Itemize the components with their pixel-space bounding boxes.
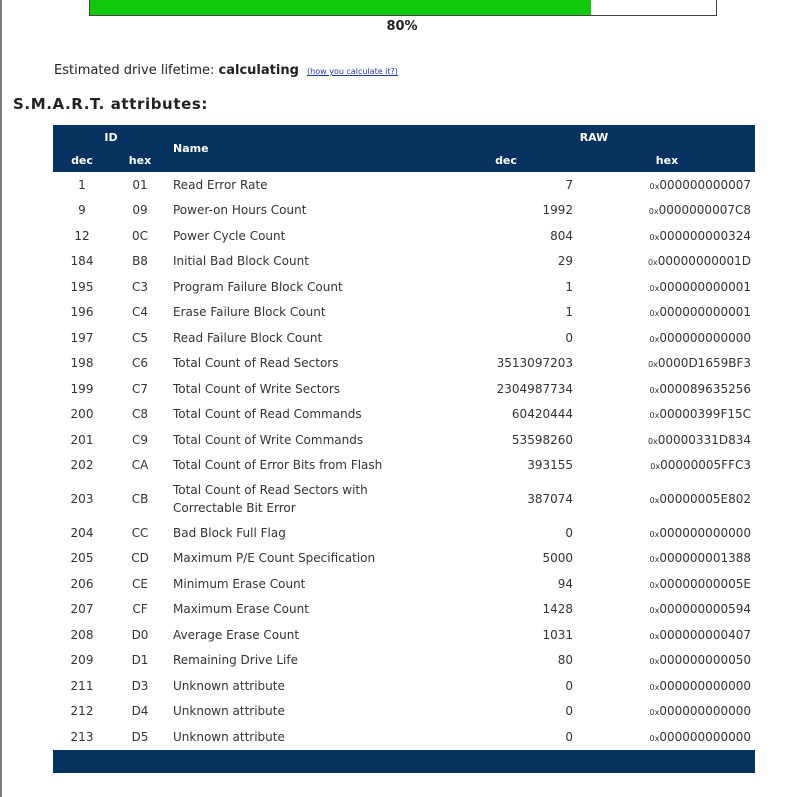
attr-id-hex: D5 — [131, 729, 149, 744]
attr-id-hex: 01 — [132, 177, 148, 192]
attr-name: Read Error Rate — [173, 177, 268, 192]
hex-prefix: 0x — [647, 436, 658, 446]
attr-id-dec: 200 — [70, 407, 94, 422]
hex-prefix: 0x — [649, 606, 660, 616]
table-row — [53, 351, 755, 377]
table-row — [53, 402, 755, 428]
table-row — [53, 648, 755, 674]
attr-id-hex: C8 — [131, 407, 148, 422]
raw-hex — [579, 198, 755, 224]
attr-name: Total Count of Write Commands — [173, 432, 364, 447]
hex-value: 00000000005E — [659, 576, 751, 591]
attr-name: Total Count of Error Bits from Flash — [173, 458, 383, 473]
hex-value: 00000399F15C — [659, 407, 751, 422]
hex-prefix: 0x — [650, 462, 661, 472]
raw-hex — [579, 274, 755, 300]
raw-hex — [579, 699, 755, 725]
attr-name: Maximum P/E Count Specification — [173, 551, 376, 566]
attr-id-hex: C7 — [131, 381, 148, 396]
table-row — [53, 274, 755, 300]
attr-name: Program Failure Block Count — [173, 279, 343, 294]
raw-hex — [579, 673, 755, 699]
table-row — [53, 172, 755, 198]
raw-dec: 29 — [557, 254, 573, 269]
raw-hex — [579, 427, 755, 453]
hex-value: 000000000000 — [659, 678, 751, 693]
table-row — [53, 546, 755, 572]
table-row — [53, 699, 755, 725]
header-raw-dec: dec — [433, 149, 579, 172]
hex-prefix: 0x — [647, 258, 658, 268]
attr-id-dec: 184 — [70, 254, 94, 269]
raw-hex — [579, 351, 755, 377]
attr-name: Unknown attribute — [173, 678, 285, 693]
hex-prefix: 0x — [649, 580, 660, 590]
attr-id-hex: C9 — [131, 432, 148, 447]
raw-hex — [579, 325, 755, 351]
attr-name: Total Count of Read Sectors with Correctable Bit Error — [173, 483, 368, 515]
hex-prefix: 0x — [648, 207, 659, 217]
lifetime-value: calculating — [218, 63, 299, 78]
raw-dec: 0 — [565, 678, 573, 693]
table-row — [53, 376, 755, 402]
table-row — [53, 478, 755, 520]
raw-dec: 7 — [565, 177, 573, 192]
attr-name: Power-on Hours Count — [173, 203, 307, 218]
hex-prefix: 0x — [649, 334, 660, 344]
hex-value: 000000000001 — [659, 305, 751, 320]
attr-name: Total Count of Read Sectors — [173, 356, 339, 371]
progress-fill — [90, 0, 591, 15]
raw-hex — [579, 724, 755, 750]
attr-id-dec: 207 — [70, 602, 94, 617]
header-id-hex: hex — [111, 149, 169, 172]
attr-id-hex: 09 — [132, 203, 148, 218]
raw-hex — [579, 520, 755, 546]
raw-dec: 393155 — [527, 458, 573, 473]
attr-name: Bad Block Full Flag — [173, 525, 286, 540]
table-footer — [53, 750, 755, 773]
raw-dec: 0 — [565, 729, 573, 744]
attr-id-hex: B8 — [132, 254, 148, 269]
hex-value: 000000000000 — [659, 729, 751, 744]
section-title: S.M.A.R.T. attributes: — [13, 95, 209, 113]
hex-prefix: 0x — [649, 682, 660, 692]
attr-id-dec: 199 — [70, 381, 94, 396]
hex-prefix: 0x — [649, 411, 660, 421]
raw-hex — [579, 648, 755, 674]
hex-value: 00000000001D — [657, 254, 751, 269]
hex-value: 000000000001 — [659, 279, 751, 294]
hex-value: 0000000007C8 — [658, 203, 751, 218]
table-row — [53, 427, 755, 453]
table-row — [53, 453, 755, 479]
raw-dec: 53598260 — [511, 432, 573, 447]
raw-dec: 1992 — [542, 203, 573, 218]
raw-hex — [579, 249, 755, 275]
attr-name: Unknown attribute — [173, 704, 285, 719]
attr-name: Unknown attribute — [173, 729, 285, 744]
hex-prefix: 0x — [648, 360, 658, 370]
raw-hex — [579, 402, 755, 428]
attr-id-dec: 205 — [70, 551, 94, 566]
attr-id-dec: 9 — [78, 203, 86, 218]
attr-id-dec: 203 — [70, 492, 94, 506]
raw-hex — [579, 622, 755, 648]
hex-value: 000000000000 — [659, 704, 751, 719]
attr-name: Remaining Drive Life — [173, 653, 298, 668]
progress-label: 80% — [386, 19, 418, 34]
raw-dec: 5000 — [542, 551, 573, 566]
hex-value: 000000001388 — [659, 551, 751, 566]
raw-dec: 94 — [557, 576, 573, 591]
hex-prefix: 0x — [649, 309, 660, 319]
hex-prefix: 0x — [649, 496, 660, 505]
hex-prefix: 0x — [649, 385, 660, 395]
hex-prefix: 0x — [649, 733, 660, 743]
attr-name: Read Failure Block Count — [173, 330, 323, 345]
how-calculate-link[interactable]: (how you calculate it?) — [307, 67, 398, 76]
hex-value: 00000331D834 — [657, 432, 751, 447]
raw-hex — [579, 223, 755, 249]
attr-id-dec: 209 — [70, 653, 94, 668]
raw-dec: 387074 — [527, 492, 573, 506]
table-row — [53, 724, 755, 750]
attr-name: Initial Bad Block Count — [173, 254, 309, 269]
attr-id-dec: 1 — [78, 177, 86, 192]
attr-id-hex: CE — [132, 576, 148, 591]
attr-id-hex: 0C — [131, 228, 148, 243]
table-row — [53, 300, 755, 326]
table-row — [53, 673, 755, 699]
table-row — [53, 597, 755, 623]
header-id: ID — [53, 125, 169, 149]
hex-value: 000000000007 — [659, 177, 751, 192]
table-row — [53, 249, 755, 275]
hex-value: 000089635256 — [659, 381, 751, 396]
attr-name: Average Erase Count — [173, 627, 300, 642]
table-row — [53, 325, 755, 351]
hex-value: 0000D1659BF3 — [657, 356, 751, 371]
attr-name: Total Count of Read Commands — [173, 407, 362, 422]
drive-life-progress-bar — [89, 0, 717, 16]
table-row — [53, 223, 755, 249]
raw-hex — [579, 478, 755, 520]
table-row — [53, 622, 755, 648]
estimated-lifetime — [54, 63, 398, 78]
raw-dec: 1031 — [542, 627, 573, 642]
page-left-border — [0, 0, 2, 797]
attr-id-hex: D3 — [131, 678, 149, 693]
attr-id-dec: 198 — [70, 356, 94, 371]
attr-id-hex: C4 — [131, 305, 148, 320]
hex-value: 000000000407 — [659, 627, 751, 642]
attr-id-hex: D4 — [131, 704, 149, 719]
raw-hex — [579, 376, 755, 402]
attr-id-hex: CD — [131, 551, 149, 566]
attr-id-dec: 211 — [70, 678, 94, 693]
header-raw: RAW — [433, 125, 755, 149]
raw-hex — [579, 571, 755, 597]
raw-hex — [579, 453, 755, 479]
raw-dec: 80 — [557, 653, 573, 668]
raw-dec: 0 — [565, 330, 573, 345]
attr-name: Minimum Erase Count — [173, 576, 306, 591]
attr-id-dec: 204 — [70, 525, 94, 540]
raw-dec: 804 — [550, 228, 573, 243]
hex-prefix: 0x — [649, 708, 660, 718]
hex-prefix: 0x — [649, 631, 660, 641]
hex-value: 000000000594 — [659, 602, 751, 617]
raw-dec: 1428 — [542, 602, 573, 617]
attr-id-dec: 208 — [70, 627, 94, 642]
header-raw-hex: hex — [579, 149, 755, 172]
attr-id-hex: C3 — [131, 279, 148, 294]
table-row — [53, 198, 755, 224]
attr-id-dec: 196 — [70, 305, 94, 320]
attr-name: Power Cycle Count — [173, 228, 286, 243]
hex-prefix: 0x — [649, 529, 660, 539]
attr-id-dec: 202 — [70, 458, 94, 473]
raw-dec: 1 — [565, 279, 573, 294]
attr-id-dec: 213 — [70, 729, 94, 744]
hex-prefix: 0x — [649, 657, 660, 667]
hex-value: 00000005E802 — [659, 492, 751, 506]
table-row — [53, 520, 755, 546]
raw-hex — [579, 597, 755, 623]
hex-value: 000000000050 — [659, 653, 751, 668]
attr-id-hex: CB — [131, 492, 149, 506]
raw-hex — [579, 172, 755, 198]
smart-attributes-table — [53, 125, 755, 773]
attr-id-dec: 201 — [70, 432, 94, 447]
raw-dec: 1 — [565, 305, 573, 320]
hex-value: 000000000324 — [659, 228, 751, 243]
attr-id-dec: 206 — [70, 576, 94, 591]
attr-id-hex: CF — [132, 602, 148, 617]
attr-id-hex: C5 — [131, 330, 148, 345]
attr-id-dec: 195 — [70, 279, 94, 294]
attr-id-hex: D0 — [131, 627, 149, 642]
lifetime-label: Estimated drive lifetime: — [54, 63, 215, 78]
raw-hex — [579, 300, 755, 326]
attr-name: Erase Failure Block Count — [173, 305, 326, 320]
attr-name: Total Count of Write Sectors — [173, 381, 340, 396]
hex-prefix: 0x — [649, 181, 660, 191]
header-name: Name — [169, 125, 433, 172]
raw-dec: 2304987734 — [496, 381, 573, 396]
hex-value: 00000005FFC3 — [660, 458, 751, 473]
attr-id-hex: C6 — [131, 356, 148, 371]
hex-prefix: 0x — [649, 232, 660, 242]
raw-dec: 0 — [565, 525, 573, 540]
hex-value: 000000000000 — [659, 525, 751, 540]
attr-id-hex: CC — [131, 525, 149, 540]
attr-id-dec: 212 — [70, 704, 94, 719]
raw-dec: 0 — [565, 704, 573, 719]
hex-prefix: 0x — [649, 283, 660, 293]
attr-name: Maximum Erase Count — [173, 602, 309, 617]
header-id-dec: dec — [53, 149, 111, 172]
raw-dec: 60420444 — [511, 407, 573, 422]
raw-dec: 3513097203 — [496, 356, 573, 371]
raw-hex — [579, 546, 755, 572]
hex-prefix: 0x — [649, 555, 660, 565]
attr-id-hex: CA — [131, 458, 149, 473]
hex-value: 000000000000 — [659, 330, 751, 345]
table-row — [53, 571, 755, 597]
attr-id-hex: D1 — [131, 653, 149, 668]
attr-id-dec: 12 — [74, 228, 90, 243]
attr-id-dec: 197 — [70, 330, 94, 345]
